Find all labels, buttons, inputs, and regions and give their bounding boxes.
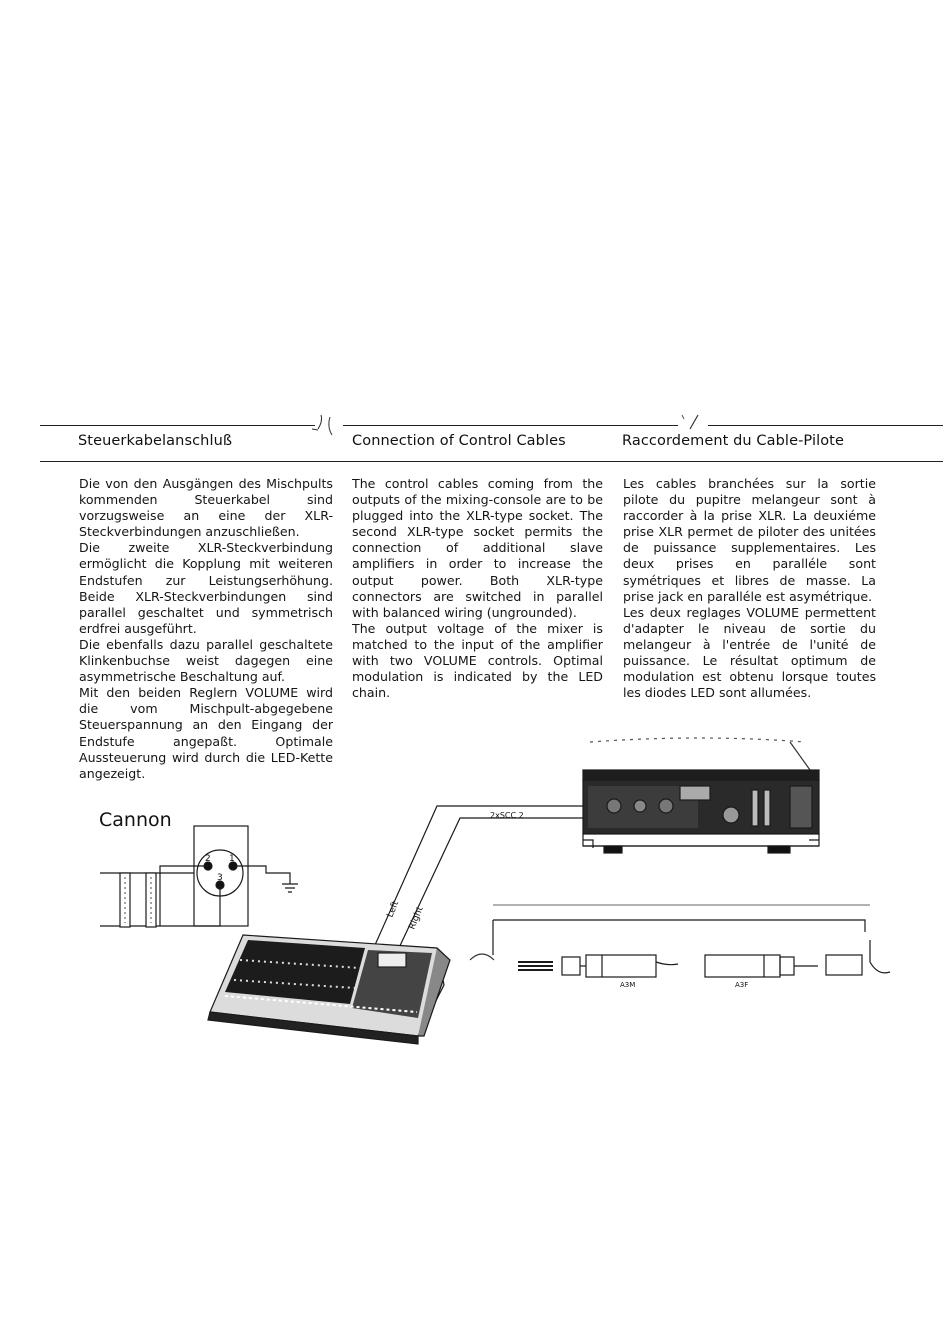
heading-french: Raccordement du Cable-Pilote bbox=[622, 433, 844, 449]
paragraph: Les deux reglages VOLUME permettent d'adapter le niveau de sortie du melangeur à l'entrée de l'unité de puissance. Le résultat optimum de modulation est obtenu lorsque toutes les diodes LED sont allumées. bbox=[623, 604, 876, 701]
paragraph: Die von den Ausgängen des Mischpults kommenden Steuerkabel sind vorzugsweise an eine der XLR-Steckverbindungen anzuschließen. bbox=[79, 476, 333, 540]
cannon-label: Cannon bbox=[99, 809, 172, 831]
svg-text:3: 3 bbox=[217, 873, 223, 883]
amplifier-illustration bbox=[583, 738, 819, 853]
mixing-console-illustration bbox=[208, 935, 450, 1044]
svg-text:2: 2 bbox=[205, 854, 211, 864]
xlr-schematic bbox=[100, 826, 298, 927]
heading-english: Connection of Control Cables bbox=[352, 433, 566, 449]
paragraph: Die zweite XLR-Steckverbindung ermöglicht die Kopplung mit weiteren Endstufen zur Leistungserhöhung. Beide XLR-Steckverbindungen sind parallel geschaltet und symmetrisch erdfrei ausgeführt. bbox=[79, 540, 333, 636]
paragraph: The output voltage of the mixer is matched to the input of the amplifier with two VOLUME controls. Optimal modulation is indicated by the LED chain. bbox=[352, 620, 603, 701]
paragraph: Les cables branchées sur la sortie pilote du pupitre melangeur sont à raccorder à la prise XLR. La deuxiéme prise XLR permet de piloter des unitées de puissance supplementaires. Les deux prises en paralléle sont symétriques et libres de masse. La prise jack en paralléle est asymétrique. bbox=[623, 476, 876, 604]
bottom-rule bbox=[40, 461, 943, 462]
plug-male-label: A3M bbox=[620, 981, 636, 989]
svg-text:1: 1 bbox=[229, 854, 235, 864]
column-french bbox=[623, 476, 876, 701]
cable-label: 2xSCC 2 bbox=[490, 811, 524, 820]
column-english bbox=[352, 476, 603, 701]
paragraph: Die ebenfalls dazu parallel geschaltete Klinkenbuchse weist dagegen eine asymmetrische Beschaltung auf. bbox=[79, 636, 333, 685]
paragraph: Mit den beiden Reglern VOLUME wird die vom Mischpult-abgegebene Steuerspannung an den Eingang der Endstufe angepaßt. Optimale Aussteuerung wird durch die LED-Kette angezeigt. bbox=[79, 685, 333, 781]
left-label: Left bbox=[385, 899, 402, 920]
right-label: Right bbox=[407, 905, 426, 932]
paragraph: The control cables coming from the outputs of the mixing-console are to be plugged into the XLR-type socket. The second XLR-type socket permits the connection of additional slave amplifiers in order to increase the output power. Both XLR-type connectors are switched in parallel with balanced wiring (ungrounded). bbox=[352, 476, 603, 620]
control-cables bbox=[375, 806, 583, 950]
plug-strip-illustration bbox=[470, 905, 890, 989]
heading-german: Steuerkabelanschluß bbox=[78, 433, 233, 449]
plug-female-label: A3F bbox=[735, 981, 749, 989]
connection-diagram bbox=[0, 730, 950, 1071]
